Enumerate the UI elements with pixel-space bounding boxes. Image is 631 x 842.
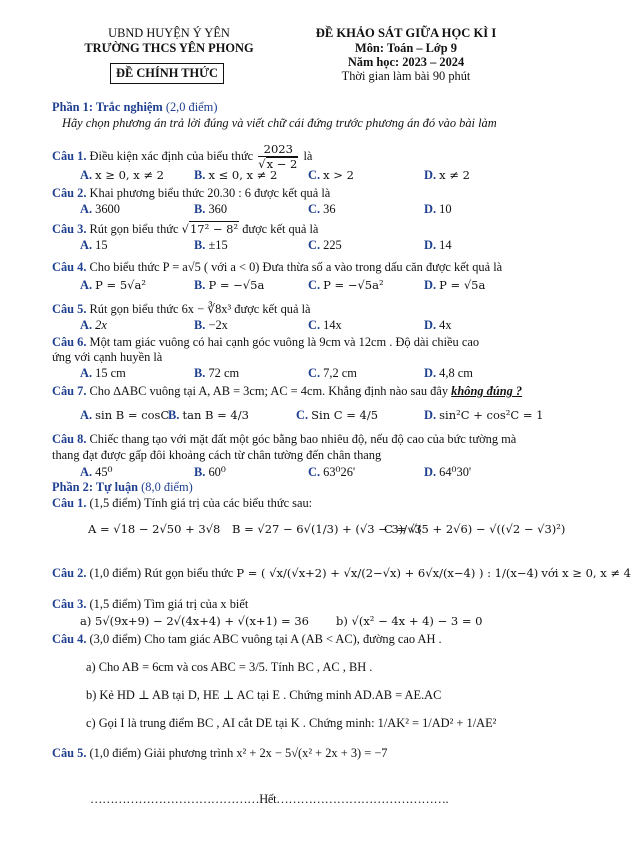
q4-option-b: B. P = −√5a (194, 278, 265, 292)
header-right (296, 26, 516, 84)
q8-option-a: A. 45⁰ (80, 465, 113, 479)
q8-option-b: B. 60⁰ (194, 465, 226, 479)
question-8 (52, 432, 516, 447)
dots-right: ……………………………………. (276, 792, 449, 806)
q6-option-c: C. 7,2 cm (308, 366, 357, 380)
dots-left: …………………………………… (90, 792, 260, 806)
q3-option-d: D. 14 (424, 238, 452, 252)
end-marker (90, 792, 448, 807)
essay-text: Cho tam giác ABC vuông tại A (AB < AC), đường cao AH . (144, 632, 442, 646)
e3-part-b: b) √(x² − 4x + 4) − 3 = 0 (336, 614, 483, 628)
essay-1 (52, 496, 312, 511)
department: UBND HUYỆN Ý YÊN (108, 26, 230, 40)
question-text: Điều kiện xác định của biểu thức (89, 148, 254, 163)
q1-option-c: C. x > 2 (308, 168, 354, 182)
question-tail: được kết quả là (242, 222, 319, 236)
part1-heading (52, 100, 217, 115)
question-label: Câu 8. (52, 432, 87, 446)
essay-text: Tìm giá trị của x biết (144, 597, 249, 611)
question-7 (52, 384, 522, 399)
exam-duration: Thời gian làm bài 90 phút (341, 69, 471, 83)
essay-2 (52, 566, 631, 581)
q8-option-d: D. 64⁰30' (424, 465, 472, 479)
question-1 (52, 143, 312, 171)
q7-option-b: B. tan B = 4/3 (168, 408, 249, 422)
essay-label: Câu 4. (52, 632, 87, 646)
question-text: Chiếc thang tạo với mặt đất một góc bằng bao nhiêu độ, nếu độ cao của bức tường mà (89, 432, 517, 446)
q3-option-b: B. ±15 (194, 238, 228, 252)
part2-heading (52, 480, 193, 495)
q6-option-d: D. 4,8 cm (424, 366, 473, 380)
essay-points: (1,0 điểm) (89, 746, 142, 760)
part1-title: Phần 1: Trắc nghiệm (52, 100, 163, 114)
question-4 (52, 260, 502, 275)
q5-option-d: D. 4x (424, 318, 452, 332)
q1-option-d: D. x ≠ 2 (424, 168, 470, 182)
essay-label: Câu 1. (52, 496, 87, 510)
q1-option-a: A. x ≥ 0, x ≠ 2 (80, 168, 164, 182)
q1-numerator: 2023 (258, 143, 298, 157)
essay-3 (52, 597, 248, 612)
header-left (74, 26, 264, 56)
q5-option-b: B. −2x (194, 318, 228, 332)
question-text: Rút gọn biểu thức 6x − ∛8x³ được kết quả là (89, 302, 311, 316)
question-2 (52, 186, 330, 201)
e1-expr-c: C = √(5 + 2√6) − √((√2 − √3)²) (384, 522, 566, 536)
school-year: Năm học: 2023 – 2024 (347, 55, 465, 69)
part1-points: (2,0 điểm) (165, 100, 218, 114)
essay-text: Rút gọn biểu thức (144, 566, 234, 580)
q2-option-a: A. 3600 (80, 202, 120, 216)
e2-condition: với x ≥ 0, x ≠ 4 (541, 566, 631, 580)
question-tail: là (303, 148, 313, 163)
essay-text: Giải phương trình x² + 2x − 5√(x² + 2x + 3) = −7 (144, 746, 388, 760)
q4-option-a: A. P = 5√a² (80, 278, 146, 292)
q3-option-a: A. 15 (80, 238, 108, 252)
essay-label: Câu 3. (52, 597, 87, 611)
e3-part-a: a) 5√(9x+9) − 2√(4x+4) + √(x+1) = 36 (80, 614, 309, 628)
e4-part-a: a) Cho AB = 6cm và cos ABC = 3/5. Tính BC , AC , BH . (86, 660, 373, 674)
question-label: Câu 6. (52, 335, 87, 349)
q7-option-c: C. Sin C = 4/5 (296, 408, 379, 422)
q2-option-c: C. 36 (308, 202, 336, 216)
question-text: Một tam giác vuông có hai cạnh góc vuông là 9cm và 12cm . Độ dài chiều cao (89, 335, 480, 349)
q3-radicand: 17² − 8² (189, 222, 239, 236)
question-3: Câu 3. Rút gọn biểu thức √17² − 8² được kết quả là (52, 222, 319, 236)
essay-text: Tính giá trị của các biểu thức sau: (144, 496, 313, 510)
q5-option-a: A. 2x (80, 318, 107, 332)
question-text: Khai phương biểu thức 20.30 : 6 được kết quả là (89, 186, 331, 200)
e1-expr-b: B = √27 − 6√(1/3) + (√3 − 3)/√3 (232, 522, 422, 536)
part2-points: (8,0 điểm) (141, 480, 193, 494)
question-label: Câu 4. (52, 260, 87, 274)
question-label: Câu 5. (52, 302, 87, 316)
e4-part-b: b) Kẻ HD ⊥ AB tại D, HE ⊥ AC tại E . Chứng minh AD.AB = AE.AC (86, 688, 442, 702)
e1-expr-a: A = √18 − 2√50 + 3√8 (88, 522, 221, 536)
question-6 (52, 335, 479, 350)
question-5 (52, 302, 311, 317)
e2-expression: P = ( √x/(√x+2) + √x/(2−√x) + 6√x/(x−4) ) : 1/(x−4) (236, 566, 539, 580)
essay-points: (1,5 điểm) (89, 496, 142, 510)
essay-4 (52, 632, 442, 647)
essay-points: (1,0 điểm) (89, 566, 142, 580)
q6-option-b: B. 72 cm (194, 366, 240, 380)
q2-option-d: D. 10 (424, 202, 452, 216)
e4-part-c: c) Gọi I là trung điểm BC , AI cắt DE tại K . Chứng minh: 1/AK² = 1/AD² + 1/AE² (86, 716, 497, 730)
question-label: Câu 7. (52, 384, 87, 398)
question-text: Rút gọn biểu thức (89, 222, 179, 236)
q6-option-a: A. 15 cm (80, 366, 126, 380)
q8-text-line2: thang đạt được gấp đôi khoảng cách từ chân tường đến chân thang (52, 448, 382, 462)
question-text: Cho ∆ABC vuông tại A, AB = 3cm; AC = 4cm. Khẳng định nào sau đây (89, 384, 449, 398)
question-label: Câu 2. (52, 186, 87, 200)
part1-instruction: Hãy chọn phương án trả lời đúng và viết chữ cái đứng trước phương án đó vào bài làm (62, 116, 497, 130)
essay-points: (3,0 điểm) (89, 632, 142, 646)
q6-text-line2: ứng với cạnh huyền là (52, 350, 163, 364)
q7-emphasis: không đúng ? (451, 384, 523, 398)
essay-label: Câu 5. (52, 746, 87, 760)
q8-option-c: C. 63⁰26' (308, 465, 356, 479)
q1-option-b: B. x ≤ 0, x ≠ 2 (194, 168, 278, 182)
q7-option-a: A. sin B = cosC (80, 408, 170, 422)
part2-title: Phần 2: Tự luận (52, 480, 139, 494)
q5-option-c: C. 14x (308, 318, 342, 332)
q1-radicand: x − 2 (266, 157, 298, 171)
q7-option-d: D. sin²C + cos²C = 1 (424, 408, 544, 422)
q1-fraction: $\frac{2023}{√x - 2}$ (258, 142, 298, 171)
essay-5 (52, 746, 388, 761)
q4-option-c: C. P = −√5a² (308, 278, 384, 292)
essay-label: Câu 2. (52, 566, 87, 580)
end-text: Hết (259, 792, 277, 806)
exam-title: ĐỀ KHẢO SÁT GIỮA HỌC KÌ I (315, 26, 497, 40)
school-name: TRƯỜNG THCS YÊN PHONG (84, 41, 254, 55)
question-label: Câu 3. (52, 222, 87, 236)
question-text: Cho biểu thức P = a√5 ( với a < 0) Đưa thừa số a vào trong dấu căn được kết quả là (89, 260, 503, 274)
q4-option-d: D. P = √5a (424, 278, 486, 292)
question-label: Câu 1. (52, 148, 87, 163)
essay-points: (1,5 điểm) (89, 597, 142, 611)
official-badge: ĐỀ CHÍNH THỨC (110, 63, 224, 84)
exam-subject: Môn: Toán – Lớp 9 (355, 41, 457, 55)
q2-option-b: B. 360 (194, 202, 228, 216)
q3-option-c: C. 225 (308, 238, 342, 252)
